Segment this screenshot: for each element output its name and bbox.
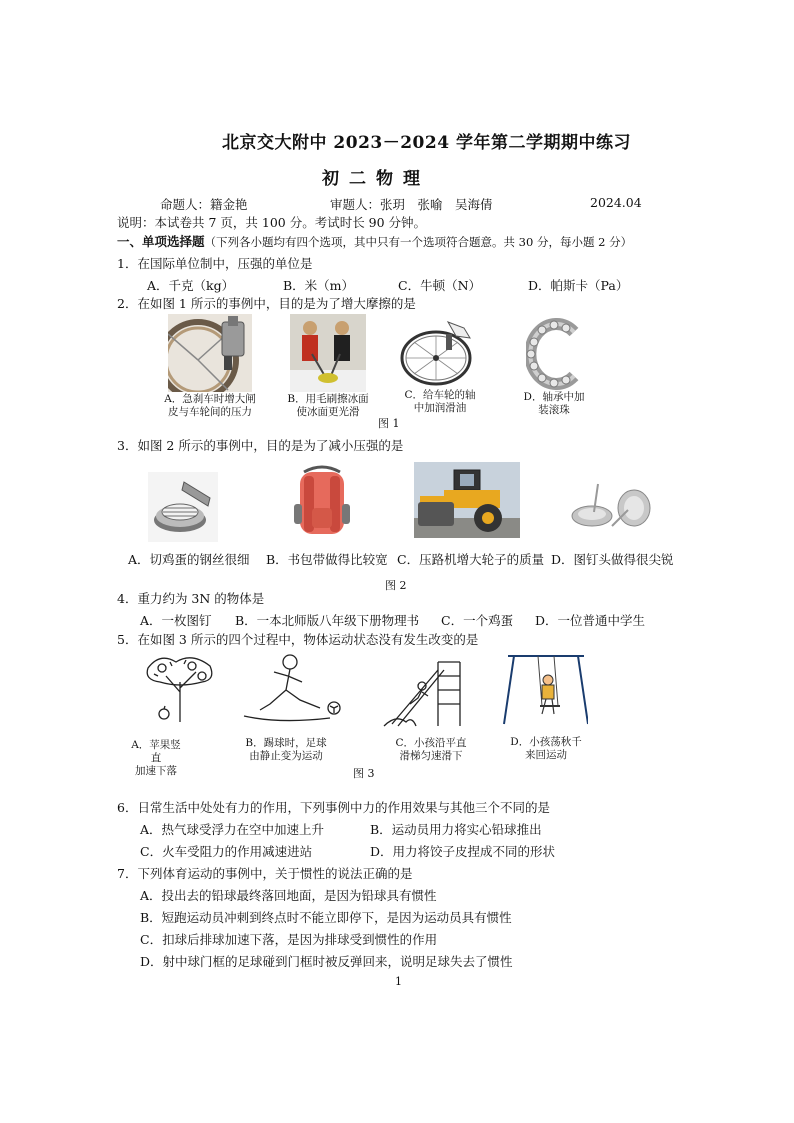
q7-option-a: A．投出去的铅球最终落回地面，是因为铅球具有惯性 [140,888,437,903]
exam-title: 北京交大附中 2023－2024 学年第二学期期中练习 [222,133,631,153]
section-heading [117,232,632,250]
exam-note: 说明：本试卷共 7 页，共 100 分。考试时长 90 分钟。 [117,215,427,230]
q1-option-b: B．米（m） [283,278,355,293]
q1-stem: 1．在国际单位制中，压强的单位是 [117,256,313,271]
q5-caption-a: A．苹果竖直 加速下落 [131,739,181,777]
q7-option-b: B．短跑运动员冲刺到终点时不能立即停下，是因为运动员具有惯性 [140,910,512,925]
q4-stem: 4．重力约为 3N 的物体是 [117,591,265,606]
q4-option-b: B．一本北师版八年级下册物理书 [235,613,420,628]
q3-option-b: B．书包带做得比较宽 [266,552,388,567]
q5-caption-d: D．小孩荡秋千 来回运动 [510,736,582,761]
reviewers: 审题人：张玥 张喻 吴海倩 [330,197,493,212]
q7-option-c: C．扣球后排球加速下落，是因为排球受到惯性的作用 [140,932,438,947]
exam-subtitle: 初二物理 [322,169,430,189]
q3-stem: 3．如图 2 所示的事例中，目的是为了减小压强的是 [117,438,404,453]
q2-caption-a: A．急刹车时增大闸 皮与车轮间的压力 [164,393,256,418]
kick-ball-drawing [240,652,344,724]
q6-option-c: C．火车受阻力的作用减速进站 [140,844,313,859]
figure-1-label: 图 1 [378,417,400,430]
brake-wheel-image [168,314,252,392]
q5-caption-c: C．小孩沿平直 滑梯匀速滑下 [395,737,467,762]
page-number: 1 [395,975,402,988]
figure-3-label: 图 3 [353,767,375,780]
q7-stem: 7．下列体育运动的事例中，关于惯性的说法正确的是 [117,866,413,881]
q4-option-d: D．一位普通中学生 [535,613,646,628]
q5-stem: 5．在如图 3 所示的四个过程中，物体运动状态没有发生改变的是 [117,632,479,647]
q6-option-a: A．热气球受浮力在空中加速上升 [140,822,325,837]
q2-caption-b: B．用毛刷擦冰面 使冰面更光滑 [287,393,369,418]
authors: 命题人：籍金艳 [160,197,248,212]
thumbtack-image [568,480,660,532]
q7-option-d: D．射中球门框的足球碰到门框时被反弹回来，说明足球失去了惯性 [140,954,513,969]
q2-caption-d: D．轴承中加 装滚珠 [523,391,585,416]
swing-drawing [502,654,588,726]
exam-date: 2024.04 [590,195,642,210]
q6-option-d: D．用力将饺子皮捏成不同的形状 [370,844,556,859]
q2-caption-c: C．给车轮的轴 中加润滑油 [404,389,476,414]
slide-drawing [382,656,474,728]
bike-wheel-image [400,320,480,386]
bearing-image [526,318,580,390]
q6-stem: 6．日常生活中处处有力的作用，下列事例中力的作用效果与其他三个不同的是 [117,800,550,815]
backpack-image [290,464,354,540]
q3-option-a: A．切鸡蛋的钢丝很细 [128,552,250,567]
curling-image [290,314,366,392]
egg-slicer-image [148,472,218,542]
q1-option-d: D．帕斯卡（Pa） [528,278,629,293]
q1-option-a: A．千克（kg） [147,278,235,293]
q6-option-b: B．运动员用力将实心铅球推出 [370,822,542,837]
q4-option-a: A．一枚图钉 [140,613,212,628]
apple-tree-drawing [140,652,218,724]
q3-option-c: C．压路机增大轮子的质量 [397,552,545,567]
q1-option-c: C．牛顿（N） [398,278,482,293]
q3-option-d: D．图钉头做得很尖锐 [551,552,674,567]
q2-stem: 2．在如图 1 所示的事例中，目的是为了增大摩擦的是 [117,296,416,311]
section-note: （下列各小题均有四个选项，其中只有一个选项符合题意。共 30 分，每小题 2 分） [204,235,633,249]
q5-caption-b: B．踢球时，足球 由静止变为运动 [245,737,327,762]
section-title: 一、单项选择题 [117,234,205,249]
figure-2-label: 图 2 [385,579,407,592]
road-roller-image [414,462,520,538]
q4-option-c: C．一个鸡蛋 [441,613,514,628]
